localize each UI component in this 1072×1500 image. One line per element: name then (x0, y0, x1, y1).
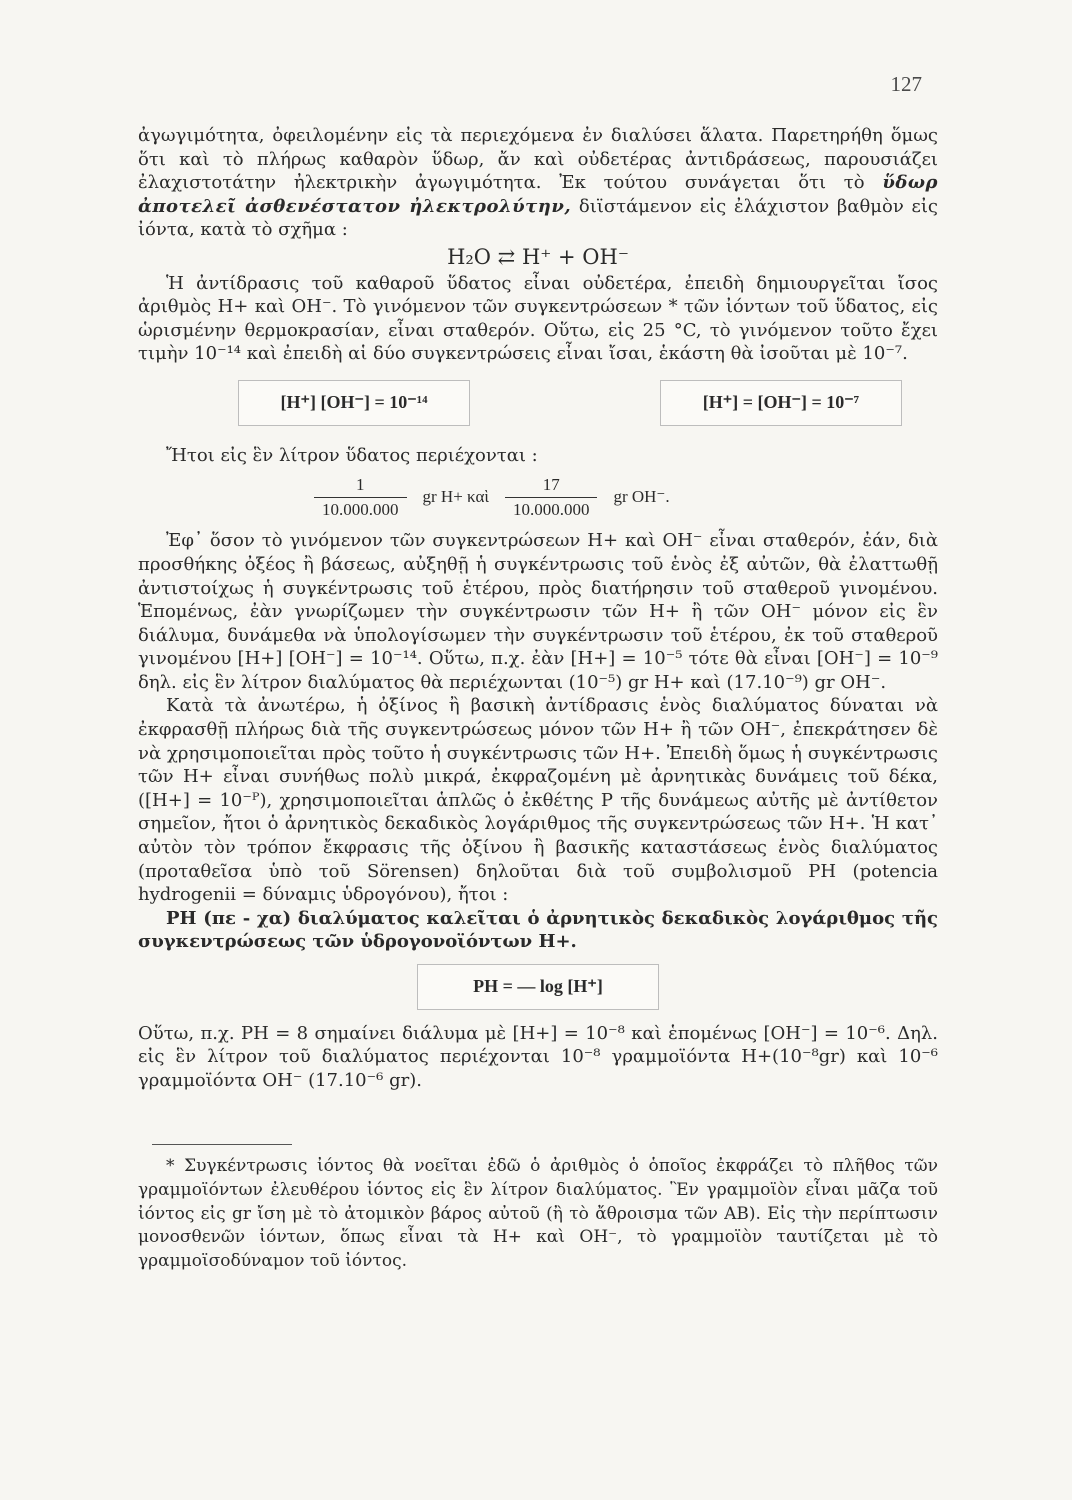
ph-definition: PH (πε - χα) διαλύματος καλεῖται ὁ ἀρνητικὸς δεκαδικὸς λογάριθμος τῆς συγκεντρώσεως τῶν ὑδρογονοϊόντων H+. (138, 907, 938, 953)
fraction-line (308, 473, 938, 521)
fraction-h-denominator: 10.000.000 (314, 497, 407, 522)
paragraph-1-text: ἀγωγιμότητα, ὀφειλομένην εἰς τὰ περιεχόμενα ἐν διαλύσει ἅλατα. Παρετηρήθη ὅμως ὅτι καὶ τὸ πλήρως καθαρὸν ὕδωρ, ἄν καὶ οὐδετέρας ἀντιδράσεως, παρουσιάζει ἐλαχιστοτάτην ἠλεκτρικὴν ἀγωγιμότητα. Ἐκ τούτου συνάγεται ὅτι τὸ (138, 125, 938, 194)
emphasized-statement: ὕδωρ ἀποτελεῖ ἀσθενέστατον ἠλεκτρολύτην, (138, 172, 938, 217)
paragraph-2: Ἡ ἀντίδρασις τοῦ καθαροῦ ὕδατος εἶναι οὐδετέρα, ἐπειδὴ δημιουργεῖται ἴσος ἀριθμὸς H+ καὶ OH⁻. Τὸ γινόμενον τῶν συγκεντρώσεων * τῶν ἰόντων τοῦ ὕδατος, εἰς ὡρισμένην θερμοκρασίαν, εἶναι σταθερόν. Οὕτω, εἰς 25 °C, τὸ γινόμενον τοῦτο ἔχει τιμὴν 10⁻¹⁴ καὶ ἐπειδὴ αἱ δύο συγκεντρώσεις εἶναι ἴσαι, ἑκάστη θὰ ἰσοῦται μὲ 10⁻⁷. (138, 272, 938, 365)
fraction-oh (505, 473, 598, 521)
page-body (138, 124, 938, 1273)
paragraph-7: Οὕτω, π.χ. PH = 8 σημαίνει διάλυμα μὲ [H+] = 10⁻⁸ καὶ ἑπομένως [OH⁻] = 10⁻⁶. Δηλ. εἰς ἓν λίτρον τοῦ διαλύματος περιέχονται 10⁻⁸ γραμμοϊόντα H+(10⁻⁸gr) καὶ 10⁻⁶ γραμμοϊόντα OH⁻ (17.10⁻⁶ gr). (138, 1022, 938, 1091)
fraction-h (314, 473, 407, 521)
page-number: 127 (890, 72, 922, 96)
ion-product-box: [H⁺] [OH⁻] = 10⁻¹⁴ (238, 380, 470, 426)
paragraph-5: Κατὰ τὰ ἀνωτέρω, ἡ ὀξίνος ἢ βασικὴ ἀντίδρασις ἑνὸς διαλύματος δύναται νὰ ἐκφρασθῇ πλήρως διὰ τῆς συγκεντρώσεως μόνον τῶν H+ ἢ τῶν OH⁻, ἐπεκράτησεν δὲ νὰ χρησιμοποιεῖται πρὸς τοῦτο ἡ συγκέντρωσις τῶν H+. Ἐπειδὴ ὅμως ἡ συγκέντρωσις τῶν H+ εἶναι συνήθως πολὺ μικρά, ἐκφραζομένη μὲ ἀρνητικὰς δυνάμεις τοῦ δέκα, ([H+] = 10⁻ᴾ), χρησιμοποιεῖται ἁπλῶς ὁ ἐκθέτης P τῆς δυνάμεως αὐτῆς μὲ ἀντίθετον σημεῖον, ἤτοι ὁ ἀρνητικὸς δεκαδικὸς λογάριθμος τῆς συγκεντρώσεως τῶν H+. Ἡ κατ᾽ αὐτὸν τὸν τρόπον ἔκφρασις τῆς ὀξίνου ἢ βασικῆς καταστάσεως ἑνὸς διαλύματος (προταθεῖσα ὑπὸ τοῦ Sörensen) δηλοῦται διὰ τοῦ συμβολισμοῦ PH (potencia hydrogenii = δύναμις ὑδρογόνου), ἤτοι : (138, 695, 938, 906)
formula-row (238, 380, 902, 426)
footnote: * Συγκέντρωσις ἰόντος θὰ νοεῖται ἐδῶ ὁ ἀριθμὸς ὁ ὁποῖος ἐκφράζει τὸ πλῆθος τῶν γραμμοϊόντων ἐλευθέρου ἰόντος εἰς ἓν λίτρον διαλύματος. Ἓν γραμμοϊὸν εἶναι μᾶζα τοῦ ἰόντος εἰς gr ἴση μὲ τὸ ἀτομικὸν βάρος αὐτοῦ (ἢ τὸ ἄθροισμα τῶν AB). Εἰς τὴν περίπτωσιν μονοσθενῶν ἰόντων, ὅπως εἶναι τὰ H+ καὶ OH⁻, τὸ γραμμοϊὸν ταυτίζεται μὲ τὸ γραμμοϊσοδύναμον τοῦ ἰόντος. (138, 1156, 938, 1271)
fraction-oh-unit: gr OH⁻. (613, 487, 670, 507)
footnote-divider (152, 1144, 292, 1145)
fraction-oh-numerator: 17 (542, 475, 560, 495)
fraction-h-unit: gr H+ καὶ (422, 487, 489, 507)
fraction-h-numerator: 1 (356, 475, 365, 495)
ion-equality-box: [H⁺] = [OH⁻] = 10⁻⁷ (660, 380, 902, 426)
paragraph-3: Ἤτοι εἰς ἓν λίτρον ὕδατος περιέχονται : (166, 444, 538, 466)
paragraph-1-end: διϊστάμενον εἰς ἐλάχιστον βαθμὸν εἰς ἰόντα, κατὰ τὸ σχῆμα : (138, 195, 939, 241)
paragraph-4: Ἐφ᾽ ὅσον τὸ γινόμενον τῶν συγκεντρώσεων H+ καὶ OH⁻ εἶναι σταθερόν, ἐάν, διὰ προσθήκης ὀξέος ἢ βάσεως, αὐξηθῇ ἡ συγκέντρωσις τοῦ ἑνὸς ἐξ αὐτῶν, θὰ ἐλαττωθῇ ἀντιστοίχως ἡ συγκέντρωσις τοῦ ἑτέρου, πρὸς διατήρησιν τοῦ σταθεροῦ γινομένου. Ἑπομένως, ἐὰν γνωρίζωμεν τὴν συγκέντρωσιν τῶν H+ ἢ τῶν OH⁻ μόνον εἰς ἓν διάλυμα, δυνάμεθα νὰ ὑπολογίσωμεν τὴν συγκέντρωσιν τοῦ ἑτέρου, ἐκ τοῦ σταθεροῦ γινομένου [H+] [OH⁻] = 10⁻¹⁴. Οὕτω, π.χ. ἐὰν [H+] = 10⁻⁵ τότε θὰ εἶναι [OH⁻] = 10⁻⁹ δηλ. εἰς ἓν λίτρον διαλύματος θὰ περιέχωνται (10⁻⁵) gr H+ καὶ (17.10⁻⁹) gr OH⁻. (138, 530, 938, 693)
ph-formula-box: PH = — log [H⁺] (417, 964, 659, 1010)
fraction-oh-denominator: 10.000.000 (505, 497, 598, 522)
paragraph-1 (138, 124, 938, 242)
dissociation-equation: H₂O ⇄ H⁺ + OH⁻ (447, 244, 629, 269)
